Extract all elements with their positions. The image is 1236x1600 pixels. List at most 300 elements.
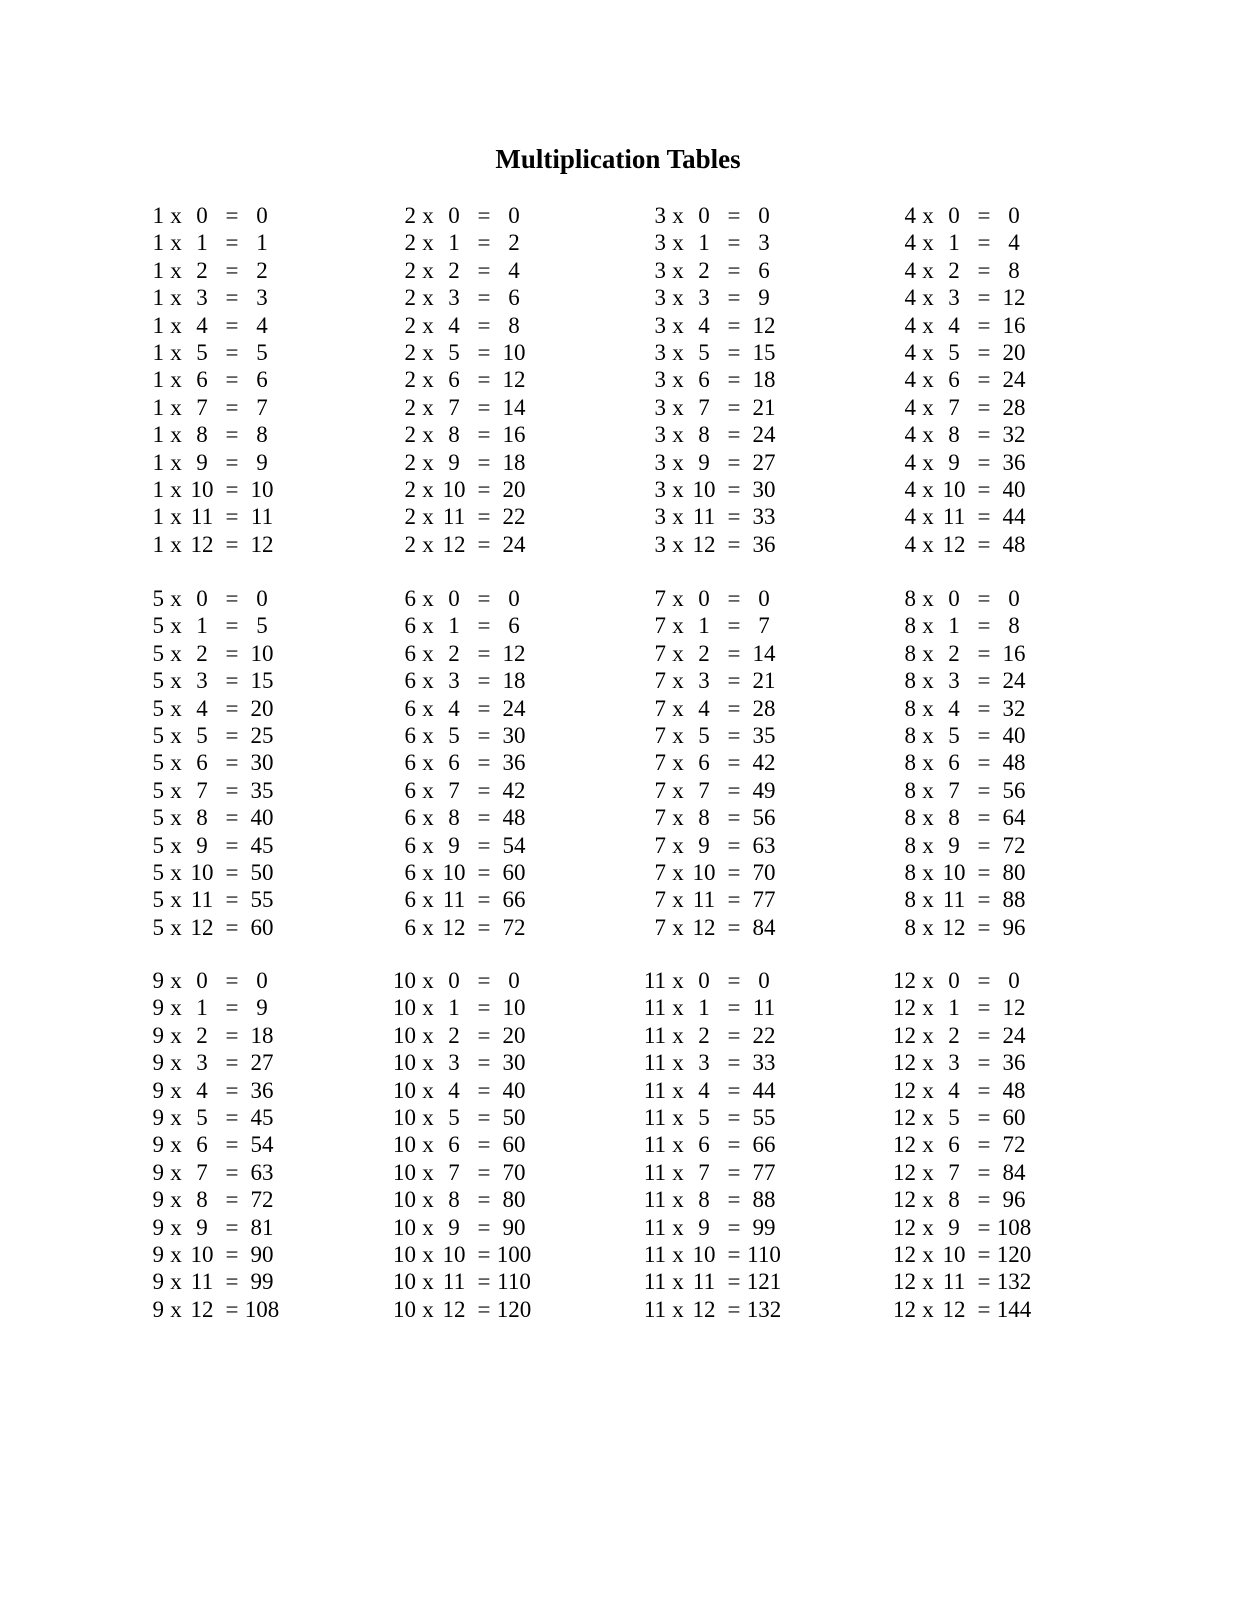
equals-sign: = [477, 805, 491, 831]
equals-sign: = [477, 340, 491, 365]
equation-row [392, 585, 592, 613]
times-sign: x [922, 1159, 934, 1185]
product: 40 [502, 1077, 526, 1103]
times-sign: x [422, 695, 434, 721]
factor: 8 [448, 422, 460, 448]
multiplier: 9 [152, 1132, 164, 1158]
equals-sign: = [225, 805, 239, 831]
equals-sign: = [225, 586, 239, 611]
multiplier: 8 [904, 887, 916, 913]
equation-row [392, 1131, 592, 1159]
times-sign: x [922, 1105, 934, 1130]
product: 99 [250, 1269, 274, 1295]
times-sign: x [170, 1159, 182, 1185]
multiplier: 1 [152, 531, 164, 557]
equals-sign: = [225, 1132, 239, 1158]
equation-row [392, 994, 592, 1022]
multiplier: 1 [152, 422, 164, 448]
equals-sign: = [225, 832, 239, 858]
multiplier: 7 [654, 750, 666, 776]
multiplier: 12 [893, 1022, 916, 1048]
factor: 5 [698, 1105, 710, 1130]
times-sign: x [922, 1296, 934, 1322]
product: 77 [752, 1159, 776, 1185]
equation-row [642, 339, 842, 367]
times-sign: x [422, 367, 434, 393]
equals-sign: = [727, 887, 741, 913]
equals-sign: = [477, 860, 491, 885]
times-sign: x [672, 1296, 684, 1322]
factor: 0 [948, 203, 960, 228]
factor: 10 [190, 477, 214, 502]
factor: 9 [196, 449, 208, 475]
multiplier: 9 [152, 1105, 164, 1130]
factor: 8 [448, 1187, 460, 1213]
equals-sign: = [727, 723, 741, 748]
factor: 4 [948, 695, 960, 721]
product: 20 [1002, 340, 1026, 365]
equation-row [892, 449, 1092, 477]
times-sign: x [170, 723, 182, 748]
multiplier: 1 [152, 504, 164, 530]
equals-sign: = [225, 1077, 239, 1103]
equals-sign: = [977, 668, 991, 694]
times-sign: x [922, 723, 934, 748]
product: 72 [1002, 1132, 1026, 1158]
product: 18 [250, 1022, 274, 1048]
factor: 7 [196, 1159, 208, 1185]
multiplier: 9 [152, 995, 164, 1021]
equals-sign: = [977, 1242, 991, 1267]
equals-sign: = [727, 285, 741, 311]
factor: 9 [448, 832, 460, 858]
equals-sign: = [977, 1105, 991, 1130]
product: 6 [256, 367, 268, 393]
equals-sign: = [477, 832, 491, 858]
factor: 9 [948, 832, 960, 858]
equals-sign: = [225, 750, 239, 776]
multiplier: 1 [152, 312, 164, 338]
times-sign: x [422, 613, 434, 639]
equation-row [892, 503, 1092, 531]
product: 15 [250, 668, 274, 694]
product: 48 [502, 805, 526, 831]
equation-row [892, 777, 1092, 805]
factor: 2 [448, 257, 460, 283]
multiplier: 12 [893, 1269, 916, 1295]
equation-row [140, 531, 340, 559]
times-sign: x [170, 1105, 182, 1130]
factor: 3 [698, 668, 710, 694]
times-sign: x [422, 1187, 434, 1213]
equals-sign: = [977, 1050, 991, 1076]
equation-row [642, 421, 842, 449]
product: 2 [256, 257, 268, 283]
equation-row [892, 859, 1092, 887]
product: 10 [250, 477, 274, 502]
times-sign: x [672, 422, 684, 448]
factor: 12 [942, 531, 966, 557]
equation-row [892, 914, 1092, 942]
factor: 3 [948, 1050, 960, 1076]
product: 3 [256, 285, 268, 311]
factor: 0 [196, 586, 208, 611]
equation-row [140, 612, 340, 640]
equals-sign: = [225, 422, 239, 448]
multiplier: 8 [904, 586, 916, 611]
times-sign: x [672, 860, 684, 885]
equals-sign: = [977, 1187, 991, 1213]
times-sign: x [922, 640, 934, 666]
times-sign: x [672, 832, 684, 858]
product: 42 [502, 777, 526, 803]
equation-row [642, 1131, 842, 1159]
factor: 2 [448, 640, 460, 666]
factor: 3 [448, 285, 460, 311]
product: 12 [502, 367, 526, 393]
equals-sign: = [977, 257, 991, 283]
product: 36 [1002, 1050, 1026, 1076]
factor: 5 [948, 340, 960, 365]
times-sign: x [922, 1022, 934, 1048]
times-sign: x [922, 1269, 934, 1295]
factor: 4 [196, 695, 208, 721]
factor: 4 [948, 312, 960, 338]
times-sign: x [170, 805, 182, 831]
multiplier: 7 [654, 887, 666, 913]
product: 90 [250, 1242, 274, 1267]
product: 88 [1002, 887, 1026, 913]
times-sign: x [922, 312, 934, 338]
times-sign: x [422, 1269, 434, 1295]
multiplier: 8 [904, 695, 916, 721]
product: 63 [752, 832, 776, 858]
times-sign: x [922, 805, 934, 831]
multiplier: 2 [404, 340, 416, 365]
multiplier: 8 [904, 860, 916, 885]
product: 5 [256, 613, 268, 639]
times-sign: x [422, 531, 434, 557]
factor: 9 [196, 832, 208, 858]
equals-sign: = [225, 1050, 239, 1076]
factor: 3 [196, 1050, 208, 1076]
equation-row [392, 1104, 592, 1132]
equals-sign: = [477, 1105, 491, 1130]
factor: 11 [692, 504, 716, 530]
equation-row [642, 994, 842, 1022]
equals-sign: = [977, 613, 991, 639]
multiplier: 6 [404, 668, 416, 694]
equals-sign: = [477, 723, 491, 748]
product: 40 [1002, 723, 1026, 748]
equation-row [642, 1049, 842, 1077]
multiplier: 10 [393, 1242, 416, 1267]
times-sign: x [922, 449, 934, 475]
factor: 12 [942, 914, 966, 940]
product: 44 [752, 1077, 776, 1103]
equals-sign: = [225, 340, 239, 365]
equation-row [140, 804, 340, 832]
equation-row [642, 667, 842, 695]
times-sign: x [170, 777, 182, 803]
equals-sign: = [477, 504, 491, 530]
product: 132 [746, 1296, 782, 1322]
equals-sign: = [225, 449, 239, 475]
equals-sign: = [977, 1159, 991, 1185]
equals-sign: = [477, 312, 491, 338]
factor: 11 [190, 1269, 214, 1295]
times-sign: x [672, 695, 684, 721]
equals-sign: = [977, 750, 991, 776]
equation-row [140, 449, 340, 477]
factor: 0 [448, 968, 460, 993]
times-sign: x [922, 860, 934, 885]
product: 35 [250, 777, 274, 803]
times-sign: x [422, 340, 434, 365]
factor: 11 [442, 504, 466, 530]
times-sign: x [422, 640, 434, 666]
equals-sign: = [477, 1242, 491, 1267]
product: 35 [752, 723, 776, 748]
factor: 6 [448, 750, 460, 776]
multiplier: 4 [904, 422, 916, 448]
factor: 7 [196, 777, 208, 803]
product: 96 [1002, 914, 1026, 940]
factor: 10 [442, 477, 466, 502]
times-sign: x [672, 887, 684, 913]
product: 40 [1002, 477, 1026, 502]
equation-row [392, 832, 592, 860]
multiplier: 2 [404, 477, 416, 502]
factor: 3 [698, 285, 710, 311]
multiplier: 6 [404, 750, 416, 776]
multiplier: 8 [904, 832, 916, 858]
factor: 6 [698, 750, 710, 776]
product: 90 [502, 1214, 526, 1240]
factor: 6 [948, 1132, 960, 1158]
equation-row [140, 503, 340, 531]
equation-row [642, 886, 842, 914]
factor: 11 [942, 504, 966, 530]
times-sign: x [922, 1214, 934, 1240]
equals-sign: = [727, 777, 741, 803]
times-sign: x [170, 750, 182, 776]
times-sign: x [922, 203, 934, 228]
equals-sign: = [727, 1187, 741, 1213]
times-sign: x [672, 477, 684, 502]
equals-sign: = [727, 1269, 741, 1295]
times-sign: x [170, 477, 182, 502]
equation-row [392, 749, 592, 777]
times-sign: x [672, 1242, 684, 1267]
multiplier: 3 [654, 477, 666, 502]
equals-sign: = [477, 422, 491, 448]
multiplier: 10 [393, 1132, 416, 1158]
factor: 4 [196, 312, 208, 338]
multiplier: 3 [654, 504, 666, 530]
multiplier: 6 [404, 832, 416, 858]
factor: 9 [196, 1214, 208, 1240]
product: 66 [502, 887, 526, 913]
factor: 6 [948, 367, 960, 393]
equals-sign: = [477, 613, 491, 639]
product: 10 [250, 640, 274, 666]
times-sign: x [170, 257, 182, 283]
product: 108 [996, 1214, 1032, 1240]
factor: 2 [698, 1022, 710, 1048]
equals-sign: = [477, 1269, 491, 1295]
equation-row [392, 914, 592, 942]
equation-row [140, 859, 340, 887]
product: 25 [250, 723, 274, 748]
product: 16 [1002, 640, 1026, 666]
equation-row [392, 339, 592, 367]
times-sign: x [170, 832, 182, 858]
product: 70 [752, 860, 776, 885]
equals-sign: = [977, 285, 991, 311]
factor: 9 [448, 1214, 460, 1240]
equals-sign: = [727, 1242, 741, 1267]
times-sign: x [422, 860, 434, 885]
times-sign: x [170, 640, 182, 666]
equals-sign: = [977, 1296, 991, 1322]
equation-row [892, 1104, 1092, 1132]
factor: 0 [448, 203, 460, 228]
product: 24 [1002, 1022, 1026, 1048]
equals-sign: = [477, 1159, 491, 1185]
factor: 4 [448, 695, 460, 721]
product: 9 [256, 449, 268, 475]
multiplier: 2 [404, 422, 416, 448]
equation-row [892, 1268, 1092, 1296]
equals-sign: = [727, 367, 741, 393]
times-sign: x [672, 613, 684, 639]
equation-row [392, 804, 592, 832]
multiplier: 7 [654, 860, 666, 885]
equation-row [892, 1077, 1092, 1105]
product: 32 [1002, 695, 1026, 721]
times-sign: x [672, 312, 684, 338]
product: 24 [752, 422, 776, 448]
multiplier: 10 [393, 1050, 416, 1076]
factor: 5 [448, 723, 460, 748]
equation-row [140, 967, 340, 995]
times-sign: x [922, 1077, 934, 1103]
product: 8 [1008, 613, 1020, 639]
factor: 2 [698, 640, 710, 666]
times-sign: x [170, 449, 182, 475]
equation-row [892, 1022, 1092, 1050]
multiplier: 11 [643, 1022, 666, 1048]
multiplier: 7 [654, 777, 666, 803]
factor: 11 [442, 887, 466, 913]
product: 80 [502, 1187, 526, 1213]
equation-row [140, 749, 340, 777]
product: 0 [508, 203, 520, 228]
equation-row [140, 1268, 340, 1296]
multiplier: 10 [393, 968, 416, 993]
factor: 4 [698, 695, 710, 721]
multiplier: 6 [404, 860, 416, 885]
times-sign: x [672, 1187, 684, 1213]
equals-sign: = [225, 613, 239, 639]
equals-sign: = [225, 777, 239, 803]
page-title: Multiplication Tables [495, 144, 741, 174]
multiplier: 3 [654, 340, 666, 365]
times-sign: x [922, 477, 934, 502]
product: 66 [752, 1132, 776, 1158]
product: 21 [752, 394, 776, 420]
equals-sign: = [477, 257, 491, 283]
factor: 8 [448, 805, 460, 831]
equals-sign: = [225, 640, 239, 666]
multiplier: 7 [654, 832, 666, 858]
times-sign: x [922, 394, 934, 420]
multiplier: 7 [654, 586, 666, 611]
product: 72 [1002, 832, 1026, 858]
multiplier: 11 [643, 1159, 666, 1185]
factor: 11 [692, 887, 716, 913]
product: 36 [502, 750, 526, 776]
times-sign: x [672, 968, 684, 993]
multiplier: 8 [904, 668, 916, 694]
equation-row [642, 531, 842, 559]
equals-sign: = [477, 367, 491, 393]
multiplier: 6 [404, 586, 416, 611]
times-sign: x [170, 887, 182, 913]
factor: 8 [196, 422, 208, 448]
multiplier: 8 [904, 805, 916, 831]
times-sign: x [170, 394, 182, 420]
equals-sign: = [477, 531, 491, 557]
multiplier: 10 [393, 1214, 416, 1240]
multiplier: 8 [904, 777, 916, 803]
product: 48 [1002, 1077, 1026, 1103]
product: 22 [752, 1022, 776, 1048]
product: 77 [752, 887, 776, 913]
multiplier: 4 [904, 394, 916, 420]
multiplier: 11 [643, 1077, 666, 1103]
product: 24 [502, 695, 526, 721]
multiplier: 11 [643, 1050, 666, 1076]
factor: 0 [698, 968, 710, 993]
factor: 8 [698, 805, 710, 831]
product: 4 [508, 257, 520, 283]
times-sign: x [170, 1187, 182, 1213]
factor: 8 [698, 422, 710, 448]
times-sign: x [922, 1187, 934, 1213]
times-sign: x [672, 1050, 684, 1076]
multiplier: 12 [893, 995, 916, 1021]
equation-row [140, 339, 340, 367]
equals-sign: = [477, 203, 491, 228]
equation-row [140, 1214, 340, 1242]
times-sign: x [422, 777, 434, 803]
equals-sign: = [477, 640, 491, 666]
product: 8 [508, 312, 520, 338]
multiplier: 1 [152, 230, 164, 256]
times-sign: x [170, 860, 182, 885]
product: 44 [1002, 504, 1026, 530]
equals-sign: = [477, 968, 491, 993]
multiplier: 2 [404, 203, 416, 228]
multiplier: 1 [152, 285, 164, 311]
times-sign: x [422, 832, 434, 858]
multiplier: 5 [152, 613, 164, 639]
times-sign: x [422, 1242, 434, 1267]
equation-row [140, 585, 340, 613]
times-sign: x [672, 586, 684, 611]
